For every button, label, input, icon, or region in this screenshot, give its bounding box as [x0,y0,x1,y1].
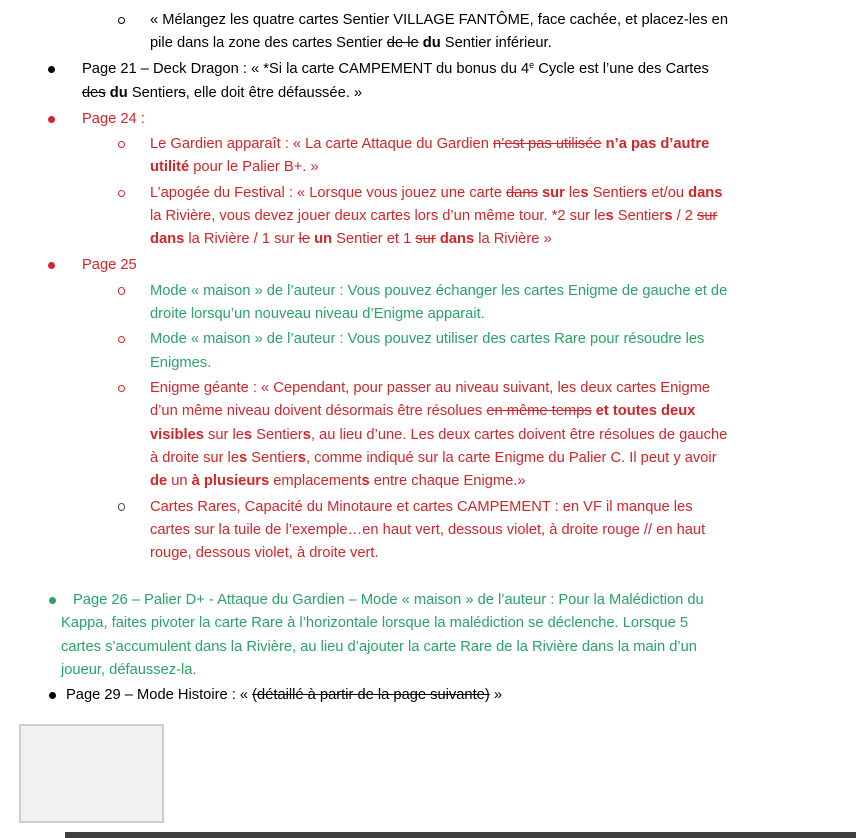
bullet-disc-icon [48,262,55,269]
paragraph-text: L’apogée du Festival : « Lorsque vous jouez une carte dans sur les Sentiers et/ou dans la Rivière, vous devez jouer deux cartes lors d’un même tour. *2 sur les Sentiers / 2 sur dans la Rivière / 1 sur le un Sentier et 1 sur dans la Rivière » [150,184,723,248]
paragraph-text: Page 21 – Deck Dragon : « *Si la carte CAMPEMENT du bonus du 4e Cycle est l’une des Cartes des du Sentiers, elle doit être défaussée. » [82,60,709,101]
sub-bullet-mode-maison-1 [0,280,856,326]
bullet-disc-icon [48,116,55,123]
paragraph-text: Page 26 – Palier D+ - Attaque du Gardien – Mode « maison » de l’auteur : Pour la Malédiction du Kappa, faites pivoter la carte Rare à l’horizontale lorsque la malédiction se déclenche. Lorsque 5 cartes s’accumulent dans la Rivière, au lieu d’ajouter la carte Rare de la Rivière dans la main d’un joueur, défaussez-la. [61,592,704,678]
sub-bullet-cartes-rares [0,496,856,566]
paragraph-text: Page 25 [82,256,137,273]
bullet-disc-icon [49,597,56,604]
sub-bullet-melangez [0,9,856,55]
paragraph-text: Mode « maison » de l’auteur : Vous pouvez utiliser des cartes Rare pour résoudre les Enigmes. [150,331,705,371]
bullet-page-24 [0,108,856,131]
bullet-circle-icon [118,385,125,392]
bullet-page-25 [0,254,856,277]
sub-bullet-gardien-apparait [0,133,856,179]
paragraph-text: Le Gardien apparaît : « La carte Attaque du Gardien n’est pas utilisée n’a pas d’autre utilité pour le Palier B+. » [150,136,710,176]
paragraph-text: Page 29 – Mode Histoire : « (détaillé à partir de la page suivante) » [66,687,502,704]
paragraph-text: « Mélangez les quatre cartes Sentier VILLAGE FANTÔME, face cachée, et placez-les en pile dans la zone des cartes Sentier de le du Sentier inférieur. [150,12,728,52]
sub-bullet-mode-maison-2 [0,328,856,374]
cropped-image-top-edge [65,832,856,838]
bullet-circle-icon [118,190,125,197]
bullet-disc-icon [48,66,55,73]
bullet-circle-icon [118,141,125,148]
paragraph-text: Mode « maison » de l’auteur : Vous pouvez échanger les cartes Enigme de gauche et de droite lorsqu’un nouveau niveau d’Enigme apparait. [150,282,728,322]
bullet-circle-icon [118,287,125,294]
bullet-circle-icon [118,336,125,343]
paragraph-text: Page 24 : [82,110,145,127]
sub-bullet-apogee-festival [0,182,856,252]
bullet-disc-icon [49,692,56,699]
bullet-circle-icon [118,503,125,510]
bullet-page-26 [0,589,856,682]
sub-bullet-enigme-geante [0,377,856,493]
bullet-circle-icon [118,17,125,24]
paragraph-text: Enigme géante : « Cependant, pour passer au niveau suivant, les deux cartes Enigme d’un même niveau doivent désormais être résolues en même temps et toutes deux visibles sur les Sentiers, au lieu d’une. Les deux cartes doivent être résolues de gauche à droite sur les Sentiers, comme indiqué sur la carte Enigme du Palier C. Il peut y avoir de un à plusieurs emplacements entre chaque Enigme.» [150,380,728,489]
bullet-page-29 [0,684,856,707]
paragraph-text: Cartes Rares, Capacité du Minotaure et cartes CAMPEMENT : en VF il manque les cartes sur la tuile de l’exemple…en haut vert, dessous violet, à droite rouge // en haut rouge, dessous violet, à droite vert. [150,498,706,561]
bullet-page-21 [0,58,856,105]
image-placeholder[interactable] [19,724,164,823]
